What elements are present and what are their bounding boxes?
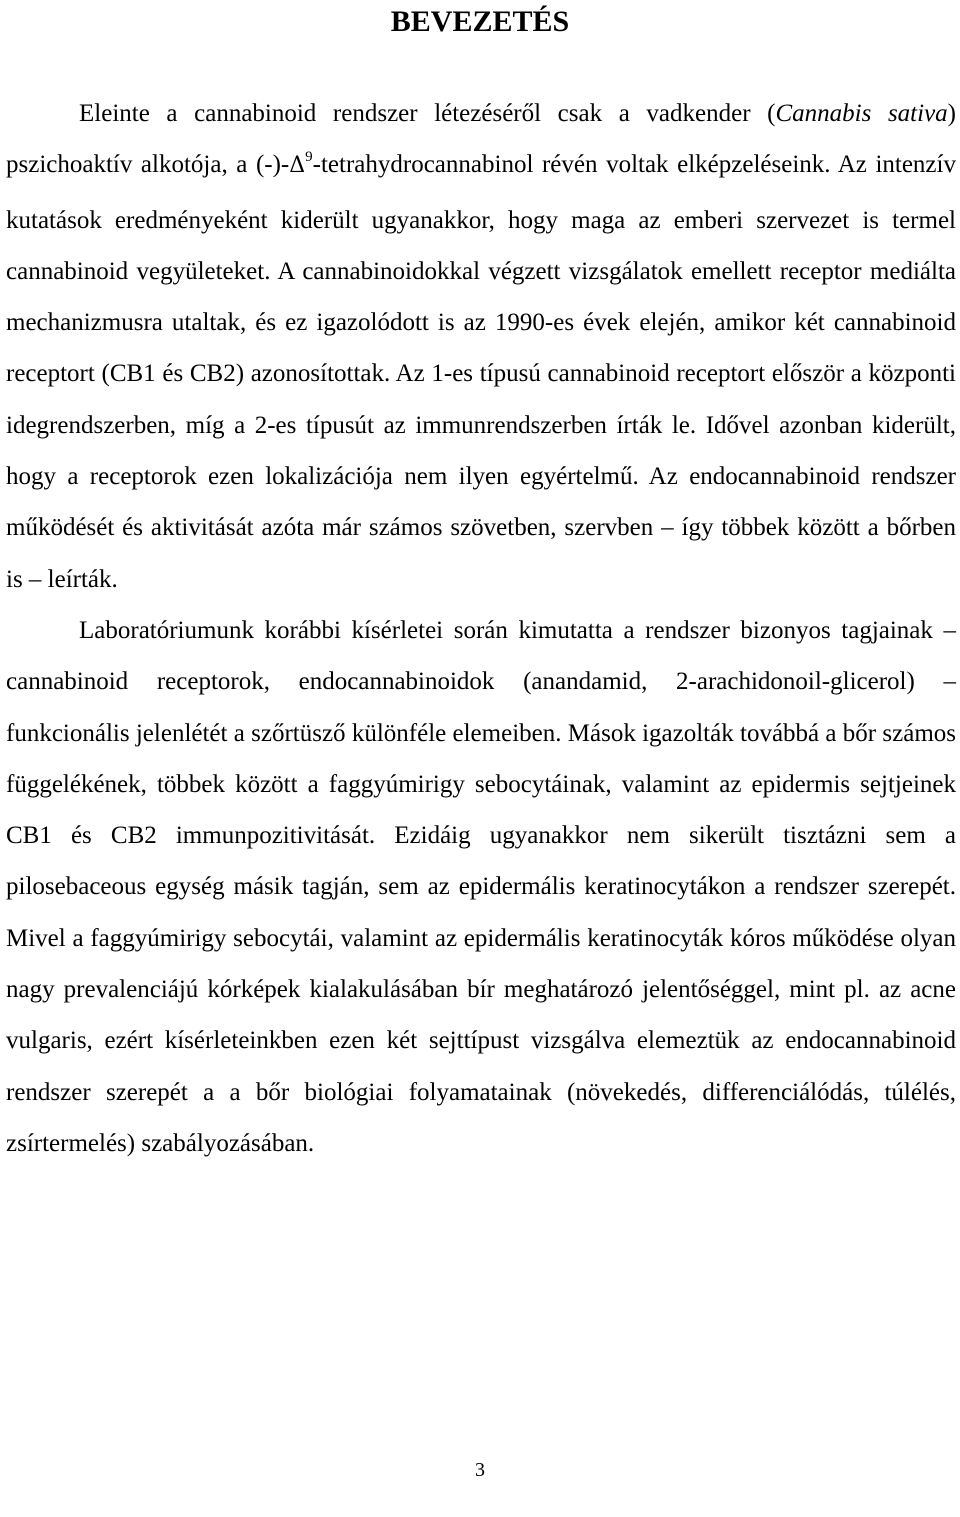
- delta-symbol: Δ: [289, 153, 306, 179]
- page-number: 3: [475, 1459, 485, 1481]
- paragraph-1-text-start: Eleinte a cannabinoid rendszer létezéséről csak a vadkender (: [79, 100, 776, 127]
- paragraph-1-text-end: -tetrahydrocannabinol révén voltak elképzeléseink. Az intenzív kutatások eredményeként kiderült ugyanakkor, hogy maga az emberi szervezet is termel cannabinoid vegyületeket. A cannabinoidokkal végzett vizsgálatok emellett receptor mediálta mechanizmusra utaltak, és ez igazolódott is az 1990-es évek elején, amikor két cannabinoid receptort (CB1 és CB2) azonosítottak. Az 1-es típusú cannabinoid receptort először a központi idegrendszerben, míg a 2-es típusút az immunrendszerben írták le. Idővel azonban kiderült, hogy a receptorok ezen lokalizációja nem ilyen egyértelmű. Az endocannabinoid rendszer működését és aktivitását azóta már számos szövetben, szervben – így többek között a bőrben is – leírták.: [6, 151, 956, 593]
- paragraph-2: Laboratóriumunk korábbi kísérletei során kimutatta a rendszer bizonyos tagjainak – cannabinoid receptorok, endocannabinoidok (anandamid, 2-arachidonoil-glicerol) – funkcionális jelenlétét a szőrtüsző különféle elemeiben. Mások igazolták továbbá a bőr számos függelékének, többek között a faggyúmirigy sebocytáinak, valamint az epidermis sejtjeinek CB1 és CB2 immunpozitivitását. Ezidáig ugyanakkor nem sikerült tisztázni sem a pilosebaceous egység másik tagján, sem az epidermális keratinocytákon a rendszer szerepét. Mivel a faggyúmirigy sebocytái, valamint az epidermális keratinocyták kóros működése olyan nagy prevalenciájú kórképek kialakulásában bír meghatározó jelentőséggel, mint pl. az acne vulgaris, ezért kísérleteinkben ezen két sejttípust vizsgálva elemeztük az endocannabinoid rendszer szerepét a a bőr biológiai folyamatainak (növekedés, differenciálódás, túlélés, zsírtermelés) szabályozásában.: [6, 616, 956, 1157]
- paragraph-1: [6, 88, 956, 605]
- species-name: Cannabis sativa: [775, 100, 948, 127]
- page-title: BEVEZETÉS: [390, 5, 570, 38]
- superscript-nine: 9: [305, 149, 313, 166]
- body-text: [6, 88, 956, 1169]
- paragraph-1-text-mid: ) pszichoaktív alkotója, a (-)-: [6, 100, 956, 179]
